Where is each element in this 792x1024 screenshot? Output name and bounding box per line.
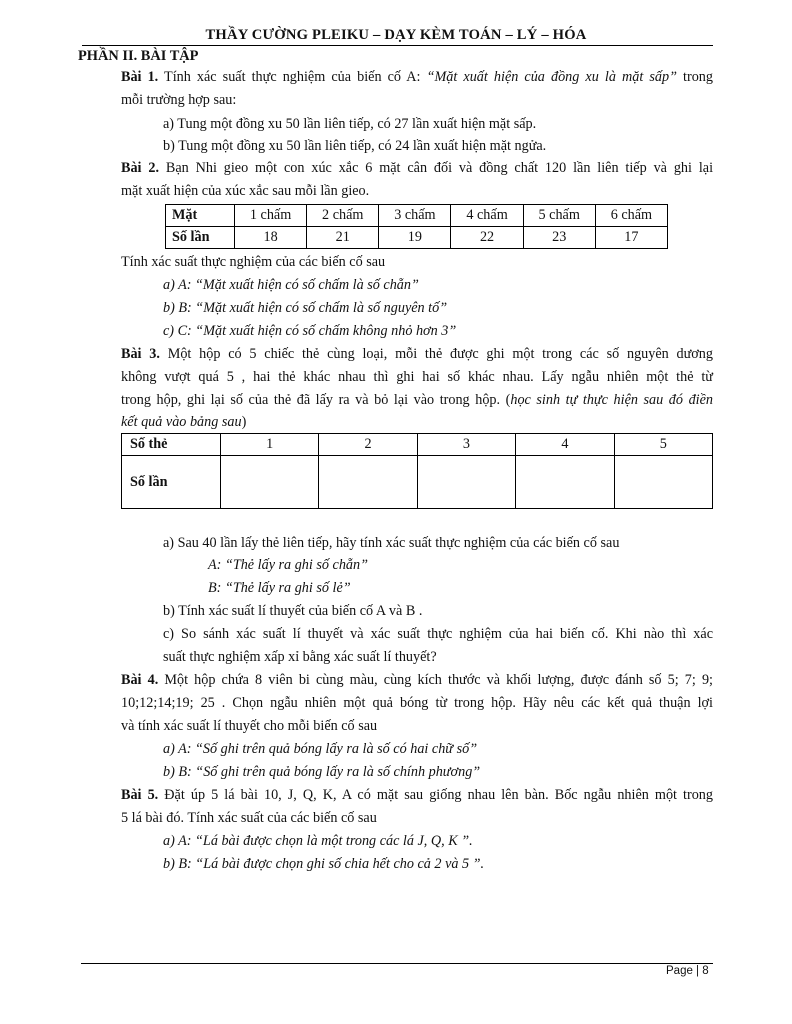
table-cell [614,456,712,509]
bai1-label: Bài 1. [121,69,159,85]
bai1-text-end: trong [676,69,713,85]
bai3-b: b) Tính xác suất lí thuyết của biến cố A và B . [163,603,423,619]
bai3-event-b: B: “Thẻ lấy ra ghi số lẻ” [208,580,351,596]
header-divider [82,45,713,46]
section-title: PHẦN II. BÀI TẬP [78,48,199,64]
bai5-label: Bài 5. [121,787,159,803]
bai3-table [121,433,713,509]
bai3-note-end: kết quả vào bảng sau [121,414,242,430]
bai2-a: a) A: “Mặt xuất hiện có số chấm là số chẵn” [163,277,419,293]
table-cell: 5 [614,434,712,456]
table-cell: 22 [451,227,523,249]
table-cell: 1 [221,434,319,456]
bai5-line2: 5 lá bài đó. Tính xác suất của các biến cố sau [121,810,377,826]
bai3-c2: suất thực nghiệm xấp xỉ bằng xác suất lí thuyết? [163,649,437,665]
bai4-line1 [121,670,713,690]
table-cell: 2 [319,434,417,456]
table-cell [516,456,614,509]
bai2-label: Bài 2. [121,160,160,176]
bai3-line3 [121,390,713,410]
page-header: THẦY CƯỜNG PLEIKU – DẠY KÈM TOÁN – LÝ – HÓA [205,27,587,43]
bai2-c: c) C: “Mặt xuất hiện có số chấm không nhỏ hơn 3” [163,323,457,339]
bai2-question: Tính xác suất thực nghiệm của các biến cố sau [121,254,386,270]
table-cell: 18 [235,227,307,249]
table-cell: Số lần [166,227,235,249]
bai4-a: a) A: “Số ghi trên quả bóng lấy ra là số có hai chữ số” [163,741,478,757]
bai3-c1: c) So sánh xác suất lí thuyết và xác suất thực nghiệm của hai biến cố. Khi nào thì xác [163,626,713,642]
bai4-line2: 10;12;14;19; 25 . Chọn ngẫu nhiên một quả bóng từ trong hộp. Hãy nêu các kết quả thuận lợi [121,695,713,711]
bai3-a: a) Sau 40 lần lấy thẻ liên tiếp, hãy tính xác suất thực nghiệm của các biến cố sau [163,535,620,551]
bai1-line1 [121,67,713,87]
table-cell [417,456,515,509]
table-cell: 23 [523,227,595,249]
bai4-label: Bài 4. [121,672,159,688]
bai5-line1 [121,785,713,805]
footer-divider [81,963,713,964]
table-row [122,434,713,456]
table-cell: 17 [595,227,667,249]
bai1-line2: mỗi trường hợp sau: [121,92,237,108]
table-cell: 19 [379,227,451,249]
table-row [166,205,668,227]
table-cell [221,456,319,509]
bai2-b: b) B: “Mặt xuất hiện có số chấm là số nguyên tố” [163,300,448,316]
table-cell [319,456,417,509]
bai1-event: “Mặt xuất hiện của đồng xu là mặt sấp” [426,69,677,85]
bai2-line1 [121,158,713,178]
bai1-a: a) Tung một đồng xu 50 lần liên tiếp, có 27 lần xuất hiện mặt sấp. [163,116,537,132]
bai3-event-a: A: “Thẻ lấy ra ghi số chẵn” [208,557,369,573]
table-cell: Số thẻ [122,434,221,456]
bai2-table [165,204,668,249]
bai5-a: a) A: “Lá bài được chọn là một trong các lá J, Q, K ”. [163,833,473,849]
table-cell: 2 chấm [307,205,379,227]
bai1-b: b) Tung một đồng xu 50 lần liên tiếp, có 24 lần xuất hiện mặt ngửa. [163,138,547,154]
bai1-text: Tính xác suất thực nghiệm của biến cố A: [158,69,427,85]
table-cell: Mặt [166,205,235,227]
table-cell: 5 chấm [523,205,595,227]
table-row [122,456,713,509]
bai3-text: Một hộp có 5 chiếc thẻ cùng loại, mỗi thẻ được ghi một trong các số nguyên dương [159,346,713,362]
table-cell: 4 [516,434,614,456]
table-cell: Số lần [122,456,221,509]
table-row [166,227,668,249]
table-cell: 3 [417,434,515,456]
bai3-line1 [121,344,713,364]
table-cell: 21 [307,227,379,249]
bai5-text: Đặt úp 5 lá bài 10, J, Q, K, A có mặt sau giống nhau lên bàn. Bốc ngẫu nhiên một trong [158,787,713,803]
bai3-note: học sinh tự thực hiện sau đó điền [510,392,713,408]
bai4-line3: và tính xác suất lí thuyết cho mỗi biến cố sau [121,718,378,734]
bai4-b: b) B: “Số ghi trên quả bóng lấy ra là số chính phương” [163,764,481,780]
table-cell: 6 chấm [595,205,667,227]
bai3-text3: trong hộp, ghi lại số của thẻ đã lấy ra và bỏ lại vào trong hộp. ( [121,392,511,408]
bai3-label: Bài 3. [121,346,160,362]
bai2-line2: mặt xuất hiện của xúc xắc sau mỗi lần gieo. [121,183,370,199]
bai2-text: Bạn Nhi gieo một con xúc xắc 6 mặt cân đối và đồng chất 120 lần liên tiếp và ghi lại [159,160,714,176]
bai3-line4 [121,412,246,432]
bai5-b: b) B: “Lá bài được chọn ghi số chia hết cho cả 2 và 5 ”. [163,856,485,872]
table-cell: 4 chấm [451,205,523,227]
page-number: Page | 8 [666,965,709,977]
table-cell: 1 chấm [235,205,307,227]
bai3-line2: không vượt quá 5 , hai thẻ khác nhau thì ghi hai số khác nhau. Lấy ngẫu nhiên một thẻ từ [121,369,713,385]
bai3-paren: ) [241,414,247,430]
bai4-text: Một hộp chứa 8 viên bi cùng màu, cùng kích thước và khối lượng, được đánh số 5; 7; 9; [158,672,714,688]
table-cell: 3 chấm [379,205,451,227]
